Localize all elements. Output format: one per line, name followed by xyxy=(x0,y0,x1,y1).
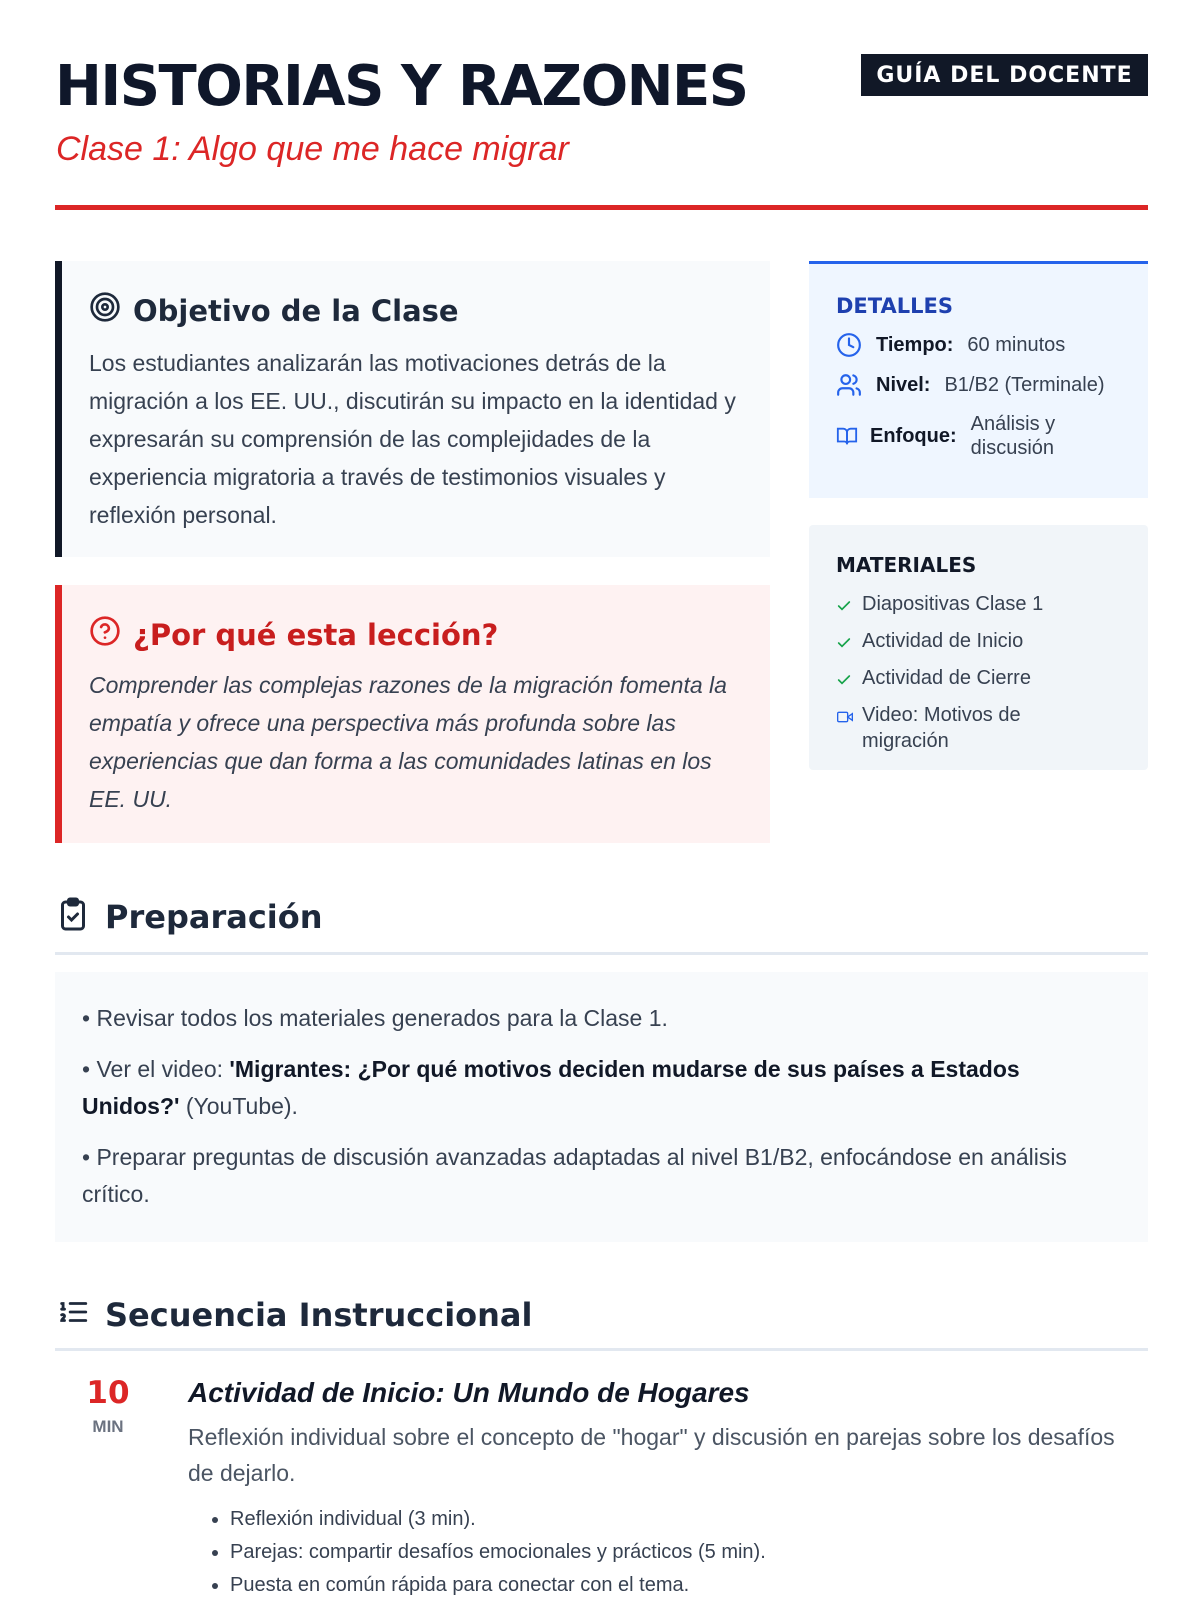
materials-list xyxy=(836,591,1128,754)
detail-row-time xyxy=(836,332,1122,358)
lesson-guide-page xyxy=(55,0,1148,1596)
sequence-heading xyxy=(55,1295,1148,1351)
detail-row-focus xyxy=(836,412,1122,460)
objective-title: Objetivo de la Clase xyxy=(133,293,459,328)
preparation-heading xyxy=(55,895,1148,955)
material-label: Actividad de Cierre xyxy=(862,667,1031,689)
objective-heading xyxy=(89,291,742,330)
preparation-title: Preparación xyxy=(105,897,323,936)
why-heading xyxy=(89,615,742,654)
page-subtitle: Clase 1: Algo que me hace migrar xyxy=(56,130,569,168)
detail-value: Análisis y discusión xyxy=(970,413,1056,459)
header xyxy=(55,0,1148,210)
why-text: Comprender las complejas razones de la migración fomenta la empatía y ofrece una perspectiva más profunda sobre las experiencias que dan forma a las comunidades latinas en los EE. UU. xyxy=(89,672,727,812)
teacher-guide-badge: GUÍA DEL DOCENTE xyxy=(861,54,1148,96)
prep-item-text: Ver el video: xyxy=(96,1056,230,1082)
check-icon xyxy=(836,628,862,658)
list-item: • Puesta en común rápida para conectar con el tema. xyxy=(230,1569,1118,1600)
page-title: HISTORIAS Y RAZONES xyxy=(55,54,748,119)
material-label: Diapositivas Clase 1 xyxy=(862,593,1044,615)
list-item xyxy=(836,665,1128,695)
list-item xyxy=(836,591,1128,621)
details-panel xyxy=(809,261,1148,498)
why-title: ¿Por qué esta lección? xyxy=(133,617,499,652)
detail-label: Nivel: xyxy=(876,373,931,396)
prep-item: • Ver el video: 'Migrantes: ¿Por qué motivos deciden mudarse de sus países a Estados Unidos?' (YouTube). xyxy=(82,1056,1020,1119)
step-duration xyxy=(86,1375,130,1437)
prep-item-text: Preparar preguntas de discusión avanzadas adaptadas al nivel B1/B2, enfocándose en análisis crítico. xyxy=(82,1144,1067,1207)
objective-text: Los estudiantes analizarán las motivaciones detrás de la migración a los EE. UU., discutirán su impacto en la identidad y expresarán su comprensión de las complejidades de la experiencia migratoria a través de testimonios visuales y reflexión personal. xyxy=(89,350,736,528)
materials-panel xyxy=(809,525,1148,770)
check-icon xyxy=(836,665,862,695)
material-label: Video: Motivos de migración xyxy=(862,704,1021,752)
step-bullets xyxy=(230,1503,1118,1600)
materials-heading: MATERIALES xyxy=(836,553,977,577)
list-item xyxy=(836,702,1128,754)
objective-card xyxy=(55,261,770,557)
detail-label: Tiempo: xyxy=(876,333,954,356)
detail-value: B1/B2 (Terminale) xyxy=(944,374,1105,396)
users-icon xyxy=(836,372,864,398)
details-heading: DETALLES xyxy=(836,294,953,318)
prep-item-text: Revisar todos los materiales generados para la Clase 1. xyxy=(96,1005,668,1031)
step-minutes: 10 xyxy=(86,1375,130,1411)
detail-row-level xyxy=(836,372,1122,398)
list-ordered-icon xyxy=(55,1295,91,1334)
book-open-icon xyxy=(836,425,864,447)
list-item: • Reflexión individual (3 min). xyxy=(230,1503,1118,1536)
detail-label: Enfoque: xyxy=(870,424,957,447)
list-item xyxy=(836,628,1128,658)
prep-item: • Preparar preguntas de discusión avanzadas adaptadas al nivel B1/B2, enfocándose en análisis crítico. xyxy=(82,1144,1067,1207)
list-item: • Parejas: compartir desafíos emocionales y prácticos (5 min). xyxy=(230,1536,1118,1569)
step-description: Reflexión individual sobre el concepto de "hogar" y discusión en parejas sobre los desafíos de dejarlo. xyxy=(188,1424,1115,1486)
help-circle-icon xyxy=(89,615,121,654)
prep-item-text: (YouTube). xyxy=(179,1093,298,1119)
detail-value: 60 minutos xyxy=(967,334,1066,356)
prep-item: • Revisar todos los materiales generados para la Clase 1. xyxy=(82,1005,668,1031)
clock-icon xyxy=(836,332,864,358)
clipboard-check-icon xyxy=(55,895,91,938)
video-icon xyxy=(836,702,862,732)
preparation-box xyxy=(55,972,1148,1242)
material-label: Actividad de Inicio xyxy=(862,630,1024,652)
why-card xyxy=(55,585,770,843)
step-title: Actividad de Inicio: Un Mundo de Hogares xyxy=(188,1377,750,1408)
step-body xyxy=(188,1377,1118,1600)
video-title: 'Migrantes: ¿Por qué motivos deciden mudarse de sus países a Estados Unidos?' xyxy=(82,1056,1020,1119)
sequence-title: Secuencia Instruccional xyxy=(105,1295,533,1334)
step-minutes-unit: MIN xyxy=(92,1417,124,1436)
target-icon xyxy=(89,291,121,330)
check-icon xyxy=(836,591,862,621)
